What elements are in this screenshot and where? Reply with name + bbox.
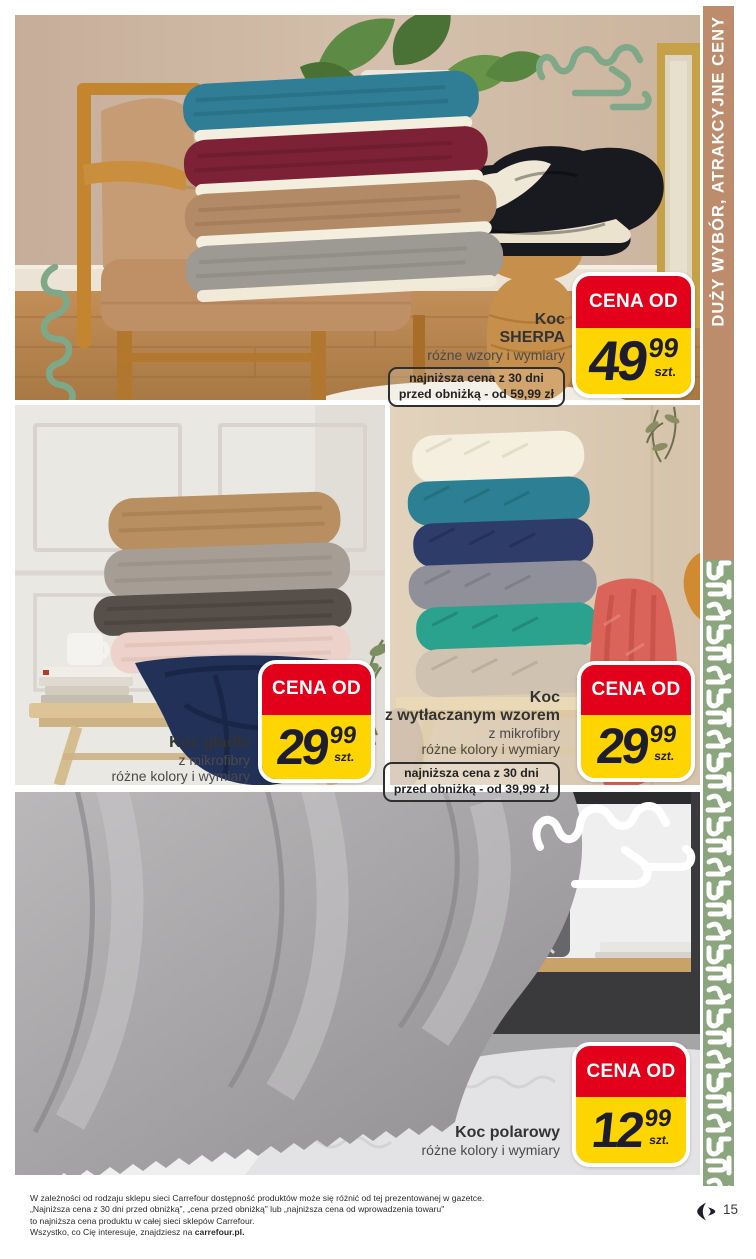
page-number: 15 — [723, 1202, 739, 1217]
badge-label: CENA OD — [576, 1046, 686, 1097]
disclaimer-line1: W zależności od rodzaju sklepu sieci Carrefour dostępność produktów może się różnić od tej prezentowanej w gazetce. — [30, 1193, 485, 1203]
product-desc: z mikrofibry — [488, 725, 560, 742]
price-badge-koc-gladki — [258, 660, 375, 783]
price-integer: 29 — [274, 718, 330, 775]
price — [586, 329, 681, 393]
lowest-price-note — [388, 367, 565, 407]
price-integer: 49 — [586, 329, 649, 393]
product-name-line2: SHERPA — [499, 329, 565, 347]
disclaimer-line3: to najniższa cena produktu w całej sieci sklepów Carrefour. — [30, 1215, 255, 1226]
carrefour-logo-icon — [694, 1201, 717, 1222]
price-badge-koc-polarowy — [572, 1042, 690, 1167]
product-info-koc-polarowy — [422, 1124, 560, 1158]
price-unit: szt. — [333, 749, 356, 764]
price-unit: szt. — [654, 364, 678, 380]
product-info-koc-gladki — [112, 734, 250, 785]
product-name: Koc — [534, 311, 565, 328]
blanket-stack — [403, 430, 602, 698]
blanket-stack — [90, 491, 354, 675]
disclaimer-line2: „Najniższa cena z 30 dni przed obniżką", „cena przed obniżką" lub „najniższa cena od wprowadzenia towaru" — [30, 1204, 445, 1215]
price-cents: 99 — [328, 721, 359, 749]
blanket-stack — [176, 69, 505, 303]
lowest-price-note — [383, 762, 560, 802]
product-name: Koc polarowy — [455, 1124, 560, 1141]
price-badge-koc-sherpa — [572, 272, 695, 398]
badge-label: CENA OD — [262, 664, 371, 715]
product-desc: różne kolory i wymiary — [421, 1142, 560, 1159]
price-unit: szt. — [648, 1133, 670, 1148]
price-unit: szt. — [653, 749, 675, 764]
badge-label: CENA OD — [581, 665, 691, 715]
price-integer: 29 — [593, 718, 650, 775]
price-cents: 99 — [643, 1105, 673, 1133]
product-info-koc-sherpa — [388, 311, 565, 407]
product-name-line2: z wytłaczanym wzorem — [384, 707, 560, 725]
sidebar-banner-text-area — [703, 6, 734, 560]
sidebar-slogan — [709, 16, 728, 327]
note-line2: przed obniżką - od 59,99 zł — [398, 387, 554, 402]
books — [39, 667, 133, 704]
product-name: Koc — [529, 689, 560, 706]
price-cents: 99 — [647, 333, 681, 364]
sidebar-maze-pattern — [703, 560, 734, 1186]
product-name: Koc gładki — [169, 734, 250, 751]
sidebar-slogan-bold: ATRAKCYJNE CENY — [709, 16, 727, 193]
product-info-koc-wytlaczany — [383, 689, 560, 802]
product-desc: różne wzory i wymiary — [427, 347, 565, 364]
sidebar-slogan-regular: DUŻY WYBÓR, — [709, 192, 727, 327]
footer-disclaimer — [30, 1193, 590, 1239]
badge-label: CENA OD — [576, 276, 691, 328]
price — [593, 718, 678, 775]
price-badge-koc-wytlaczany — [577, 661, 695, 782]
note-line1: najniższa cena z 30 dni — [409, 371, 544, 386]
note-line1: najniższa cena z 30 dni — [404, 765, 539, 780]
disclaimer-line4-text: Wszystko, co Cię interesuje, znajdziesz na — [30, 1227, 195, 1238]
price-integer: 12 — [588, 1102, 645, 1159]
disclaimer-line4 — [30, 1227, 590, 1238]
product-desc-line2: różne kolory i wymiary — [421, 741, 560, 758]
badge-price-area — [576, 328, 691, 394]
mug — [67, 633, 107, 665]
product-desc: z mikrofibry — [178, 752, 250, 769]
product-desc-line2: różne kolory i wymiary — [111, 768, 250, 785]
sidebar-banner — [703, 6, 734, 1186]
badge-price-area — [576, 1097, 686, 1163]
badge-price-area — [262, 715, 371, 779]
price — [588, 1102, 673, 1159]
price-cents: 99 — [648, 721, 678, 749]
badge-price-area — [581, 715, 691, 778]
note-line2: przed obniżką - od 39,99 zł — [393, 781, 549, 796]
price — [274, 718, 359, 775]
carrefour-url: carrefour.pl. — [194, 1227, 245, 1238]
